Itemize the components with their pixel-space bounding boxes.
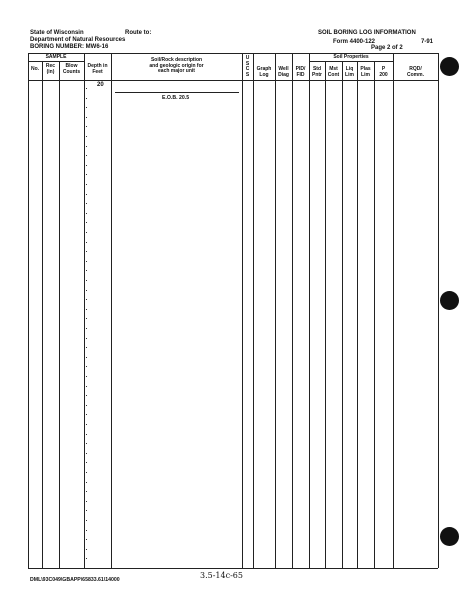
- col-header-depth: Depth in Feet: [87, 63, 108, 75]
- depth-tick: [86, 126, 87, 127]
- depth-tick: [86, 395, 87, 396]
- col-rule-desc-uscs: [242, 53, 243, 568]
- depth-tick: [86, 261, 87, 262]
- col-rule-pid-std: [309, 53, 310, 568]
- depth-tick: [86, 549, 87, 550]
- depth-tick: [86, 222, 87, 223]
- depth-tick: [86, 338, 87, 339]
- depth-tick: [86, 88, 87, 89]
- header-bottom-rule: [28, 80, 438, 81]
- col-rule-depth-desc: [111, 53, 112, 568]
- form-revision: 7-91: [421, 39, 434, 45]
- col-rule-p-rqd: [393, 53, 394, 568]
- depth-value: 20: [97, 82, 104, 88]
- depth-tick: [86, 424, 87, 425]
- boring-number: BORING NUMBER: MW6-16: [30, 44, 109, 50]
- route-to-label: Route to:: [125, 30, 152, 36]
- depth-tick: [86, 174, 87, 175]
- depth-tick: [86, 136, 87, 137]
- depth-tick: [86, 270, 87, 271]
- col-rule-std-mst: [325, 61, 326, 568]
- depth-tick: [86, 366, 87, 367]
- soil-properties-header: Soil Properties: [333, 53, 369, 60]
- col-header-std-pntr: Std Pntr: [312, 66, 322, 78]
- depth-tick: [86, 520, 87, 521]
- col-header-moist-cont: Mst Cont: [327, 66, 340, 78]
- col-rule-left: [28, 53, 29, 568]
- depth-tick: [86, 309, 87, 310]
- depth-tick: [86, 386, 87, 387]
- end-of-boring-label: E.O.B. 20.5: [162, 95, 190, 101]
- page-indicator: Page 2 of 2: [371, 45, 403, 51]
- col-header-description: Soil/Rock description and geologic origin for each major unit: [149, 57, 204, 75]
- depth-tick: [86, 443, 87, 444]
- depth-tick: [86, 213, 87, 214]
- depth-tick: [86, 280, 87, 281]
- table-bottom-rule: [28, 568, 438, 569]
- col-header-rec: Rec (in): [45, 63, 56, 75]
- col-header-uscs: U S C S: [245, 55, 250, 78]
- depth-tick: [86, 453, 87, 454]
- col-rule-rec-blow: [59, 61, 60, 568]
- col-header-graph-log: Graph Log: [256, 66, 272, 78]
- eob-underline: [115, 92, 239, 93]
- col-rule-right: [438, 53, 439, 568]
- depth-tick: [86, 491, 87, 492]
- department-name: Department of Natural Resources: [30, 37, 126, 43]
- col-rule-mst-liq: [342, 61, 343, 568]
- col-header-well-diag: Well Diag: [278, 66, 289, 78]
- depth-tick: [86, 530, 87, 531]
- sample-group-rule: [28, 61, 84, 62]
- form-number: Form 4400-122: [333, 39, 376, 45]
- col-header-p200: P 200: [379, 66, 388, 78]
- depth-tick: [86, 328, 87, 329]
- depth-tick: [86, 472, 87, 473]
- col-header-blow-counts: Blow Counts: [62, 63, 81, 75]
- depth-tick: [86, 405, 87, 406]
- agency-name: State of Wisconsin: [30, 30, 84, 36]
- col-header-pid-fid: PID/ FID: [295, 66, 306, 78]
- col-rule-no-rec: [42, 61, 43, 568]
- depth-tick: [86, 242, 87, 243]
- form-title: SOIL BORING LOG INFORMATION: [318, 30, 416, 36]
- depth-tick: [86, 203, 87, 204]
- page-code: 3.5-14c-65: [200, 571, 243, 580]
- depth-tick: [86, 501, 87, 502]
- soil-properties-rule: [309, 61, 393, 62]
- depth-tick: [86, 462, 87, 463]
- depth-tick: [86, 165, 87, 166]
- col-header-plas-lim: Plas Lim: [360, 66, 371, 78]
- depth-tick: [86, 482, 87, 483]
- depth-tick: [86, 318, 87, 319]
- depth-tick: [86, 194, 87, 195]
- depth-tick: [86, 98, 87, 99]
- depth-tick: [86, 146, 87, 147]
- depth-tick: [86, 510, 87, 511]
- depth-tick: [86, 434, 87, 435]
- depth-tick: [86, 184, 87, 185]
- depth-tick: [86, 251, 87, 252]
- col-rule-blow-depth: [84, 53, 85, 568]
- depth-tick: [86, 558, 87, 559]
- depth-tick: [86, 539, 87, 540]
- col-header-liq-lim: Liq Lim: [345, 66, 354, 78]
- sample-group-header: SAMPLE: [45, 53, 67, 60]
- file-code: DML\93C049\GBAPP\65833.61\14000: [30, 577, 120, 583]
- depth-tick: [86, 347, 87, 348]
- depth-tick: [86, 107, 87, 108]
- depth-tick: [86, 299, 87, 300]
- col-rule-graph-well: [275, 53, 276, 568]
- depth-tick: [86, 357, 87, 358]
- depth-tick: [86, 414, 87, 415]
- depth-tick: [86, 232, 87, 233]
- depth-tick: [86, 376, 87, 377]
- binder-hole-top: [440, 57, 459, 76]
- col-rule-well-pid: [292, 53, 293, 568]
- depth-tick: [86, 155, 87, 156]
- depth-tick: [86, 117, 87, 118]
- col-header-no: No.: [30, 66, 40, 72]
- col-rule-uscs-graph: [253, 53, 254, 568]
- col-header-rqd-comm: RQD/ Comm.: [407, 66, 424, 78]
- col-rule-liq-plas: [357, 61, 358, 568]
- col-rule-plas-p: [374, 61, 375, 568]
- depth-tick: [86, 290, 87, 291]
- binder-hole-bottom: [440, 527, 459, 546]
- binder-hole-middle: [440, 291, 459, 310]
